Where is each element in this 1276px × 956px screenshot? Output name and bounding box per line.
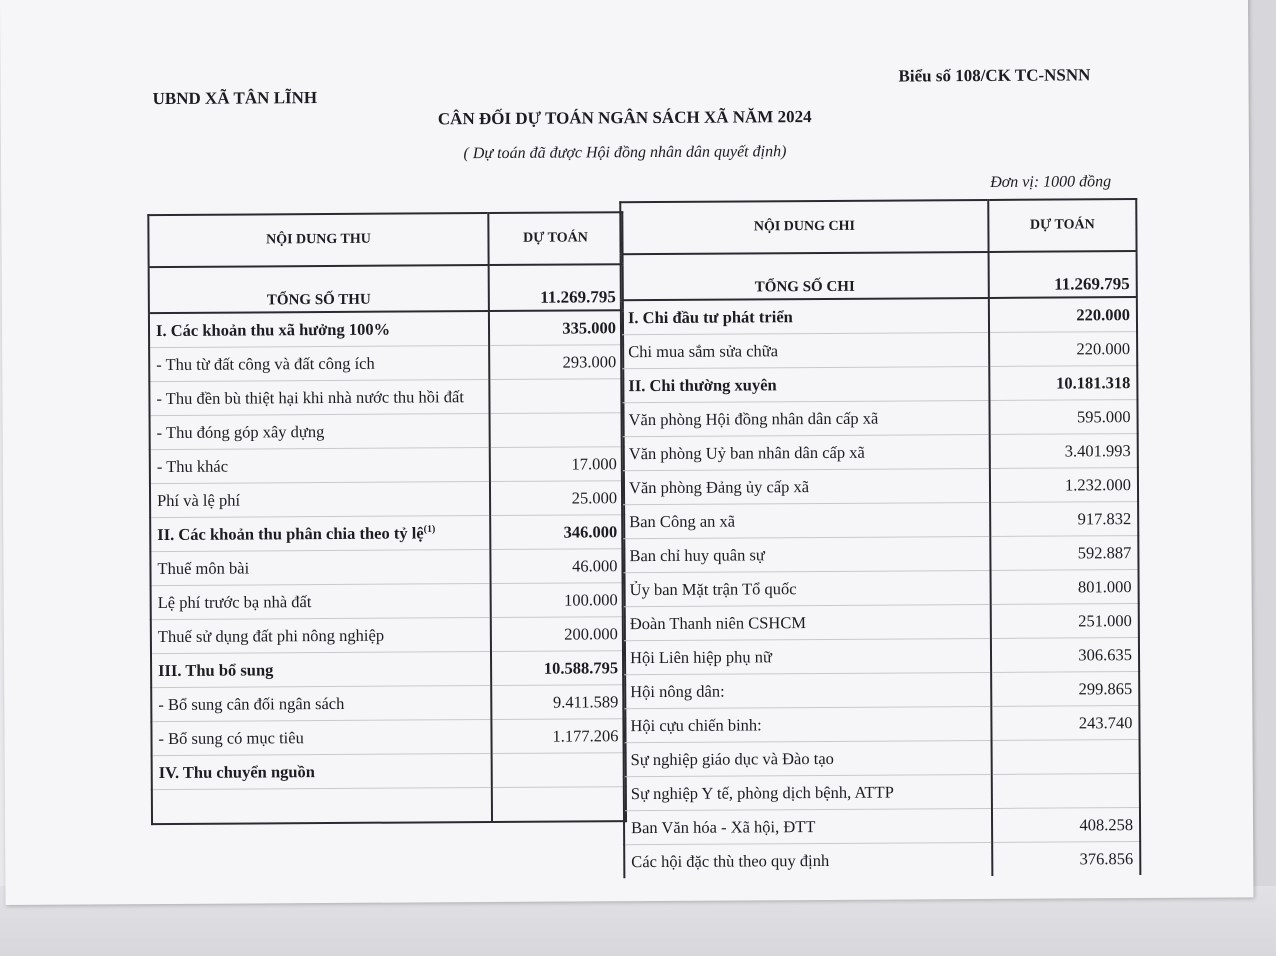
revenue-row-value: 46.000 xyxy=(490,549,624,584)
revenue-row-value: 293.000 xyxy=(489,345,623,380)
expenditure-row-label-text: II. Chi thường xuyên xyxy=(628,374,777,395)
expenditure-row-label xyxy=(621,400,989,436)
revenue-row-label-text: Phí và lệ phí xyxy=(156,490,241,510)
expenditure-row-value xyxy=(992,774,1140,809)
revenue-row-label xyxy=(152,788,492,825)
revenue-row xyxy=(150,481,624,518)
expenditure-row-label-text: Ban Công an xã xyxy=(629,511,736,531)
revenue-row-value: 17.000 xyxy=(490,447,624,482)
document-subtitle: ( Dự toán đã được Hội đồng nhân dân quyết định) xyxy=(463,143,787,163)
revenue-row-label xyxy=(152,754,492,790)
revenue-row xyxy=(150,447,624,484)
expenditure-row-label-text: Các hội đặc thù theo quy định xyxy=(631,850,830,871)
expenditure-row-value: 376.856 xyxy=(1079,848,1134,868)
expenditure-row-label xyxy=(621,298,989,335)
expenditure-row xyxy=(623,604,1139,641)
revenue-row-label-text: II. Các khoản thu phân chia theo tỷ lệ xyxy=(157,522,424,544)
revenue-row-value xyxy=(490,413,624,448)
revenue-row-value: 100.000 xyxy=(491,583,625,618)
expenditure-row xyxy=(622,502,1138,539)
expenditure-row-label-text: Hội Liên hiệp phụ nữ xyxy=(629,646,772,667)
expenditure-row-value: 306.635 xyxy=(991,638,1139,673)
revenue-row-label xyxy=(151,618,491,654)
expenditure-row-value: 595.000 xyxy=(989,400,1137,435)
expenditure-total-label: TỔNG SỐ CHI xyxy=(621,252,989,300)
revenue-row-label xyxy=(149,311,489,348)
revenue-row-label xyxy=(150,516,490,552)
revenue-row-label xyxy=(149,346,489,382)
revenue-row-label-text: - Bổ sung cân đối ngân sách xyxy=(158,693,345,714)
expenditure-row-value: 917.832 xyxy=(990,502,1138,537)
revenue-row-label-text: Thuế môn bài xyxy=(157,557,250,578)
revenue-row xyxy=(149,310,623,347)
revenue-row xyxy=(151,583,625,620)
expenditure-table xyxy=(619,198,1141,878)
expenditure-row xyxy=(621,332,1137,369)
revenue-table xyxy=(147,211,627,825)
revenue-total-row xyxy=(149,264,623,313)
revenue-row-value: 9.411.589 xyxy=(491,685,625,720)
revenue-row-label xyxy=(150,550,490,586)
revenue-row-label xyxy=(150,414,490,450)
expenditure-row xyxy=(621,297,1137,335)
revenue-row xyxy=(149,345,623,382)
revenue-row-value: 200.000 xyxy=(491,617,625,652)
expenditure-row-label-text: I. Chi đầu tư phát triển xyxy=(627,306,793,327)
revenue-row-label-text: - Bổ sung có mục tiêu xyxy=(158,727,304,748)
expenditure-row-value xyxy=(992,740,1140,775)
revenue-row xyxy=(152,787,626,824)
expenditure-row xyxy=(624,774,1140,811)
revenue-row-value xyxy=(492,787,626,822)
revenue-row-value xyxy=(492,753,626,788)
expenditure-row-label xyxy=(624,774,992,810)
expenditure-row xyxy=(623,672,1139,709)
expenditure-row xyxy=(624,842,1140,879)
expenditure-row-value: 220.000 xyxy=(989,332,1137,367)
revenue-header-row xyxy=(148,212,622,267)
revenue-row-label xyxy=(149,380,489,416)
revenue-row xyxy=(151,685,625,722)
expenditure-row-label xyxy=(623,672,991,708)
expenditure-row-label-text: Chi mua sắm sửa chữa xyxy=(628,340,779,361)
expenditure-row-label xyxy=(623,570,991,606)
revenue-row-value: 335.000 xyxy=(489,310,623,345)
expenditure-row-label-text: Ủy ban Mặt trận Tổ quốc xyxy=(629,578,797,599)
expenditure-row-value: 220.000 xyxy=(989,297,1137,332)
revenue-row xyxy=(151,719,625,756)
revenue-row-value: 1.177.206 xyxy=(491,719,625,754)
expenditure-total-value: 11.269.795 xyxy=(989,251,1137,298)
expenditure-row-value: 299.865 xyxy=(991,672,1139,707)
expenditure-row xyxy=(624,808,1140,845)
expenditure-row-label xyxy=(624,808,992,844)
expenditure-row xyxy=(622,434,1138,471)
expenditure-row-label xyxy=(623,604,991,640)
expenditure-row-value: 801.000 xyxy=(991,570,1139,605)
expenditure-row-label xyxy=(622,434,990,470)
revenue-row-label-text: Thuế sử dụng đất phi nông nghiệp xyxy=(157,625,385,646)
expenditure-row-label xyxy=(621,332,989,368)
expenditure-col-content: NỘI DUNG CHI xyxy=(620,200,988,254)
revenue-row-label xyxy=(151,686,491,722)
revenue-row-value xyxy=(489,379,623,414)
expenditure-row-value: 251.000 xyxy=(991,604,1139,639)
revenue-row-label xyxy=(150,448,490,484)
expenditure-row-value: 1.232.000 xyxy=(990,468,1138,503)
expenditure-row-label xyxy=(624,842,992,878)
revenue-row-value: 10.588.795 xyxy=(491,651,625,686)
expenditure-row-label-text: Đoàn Thanh niên CSHCM xyxy=(629,612,807,633)
revenue-row xyxy=(151,651,625,688)
revenue-row xyxy=(152,753,626,790)
revenue-row-label-text: - Thu đóng góp xây dựng xyxy=(156,421,325,442)
expenditure-row-label xyxy=(623,638,991,674)
expenditure-row xyxy=(622,468,1138,505)
expenditure-total-row xyxy=(621,251,1137,300)
expenditure-header-row xyxy=(620,199,1136,254)
revenue-row-value: 25.000 xyxy=(490,481,624,516)
expenditure-col-estimate: DỰ TOÁN xyxy=(988,199,1136,252)
expenditure-row-label-text: Ban chỉ huy quân sự xyxy=(629,544,765,565)
revenue-row-value: 346.000 xyxy=(490,515,624,550)
expenditure-row-label xyxy=(622,536,990,572)
unit-label: Đơn vị: 1000 đồng xyxy=(990,173,1112,191)
expenditure-row-value: 243.740 xyxy=(991,706,1139,741)
revenue-row-label xyxy=(150,482,490,518)
expenditure-row xyxy=(621,400,1137,437)
expenditure-row-label-text: Hội cựu chiến binh: xyxy=(630,714,762,735)
expenditure-row-label xyxy=(622,468,990,504)
expenditure-row xyxy=(624,740,1140,777)
expenditure-row xyxy=(621,366,1137,403)
revenue-row-label xyxy=(151,720,491,756)
expenditure-row-label xyxy=(622,502,990,538)
revenue-row xyxy=(151,617,625,654)
revenue-row xyxy=(150,515,624,552)
revenue-row-label-text: Lệ phí trước bạ nhà đất xyxy=(157,591,312,612)
revenue-row-label-text: - Thu đền bù thiệt hại khi nhà nước thu hồi đất xyxy=(156,386,464,408)
revenue-row-footnote-mark: (1) xyxy=(423,523,436,535)
revenue-row xyxy=(149,379,623,416)
expenditure-row-label-text: Văn phòng Đảng ủy cấp xã xyxy=(628,476,810,497)
revenue-row-label-text: III. Thu bổ sung xyxy=(158,659,274,680)
agency-name: UBND XÃ TÂN LĨNH xyxy=(152,88,318,109)
expenditure-row-label xyxy=(621,366,989,402)
revenue-row-label xyxy=(151,584,491,620)
expenditure-row-value: 3.401.993 xyxy=(990,434,1138,469)
expenditure-row-label-text: Văn phòng Uỷ ban nhân dân cấp xã xyxy=(628,442,865,463)
expenditure-row-value: 10.181.318 xyxy=(989,366,1137,401)
expenditure-row-label-text: Văn phòng Hội đồng nhân dân cấp xã xyxy=(628,408,879,429)
expenditure-row-label xyxy=(623,706,991,742)
expenditure-row-value: 408.258 xyxy=(992,808,1140,843)
revenue-row xyxy=(150,413,624,450)
revenue-total-label: TỔNG SỐ THU xyxy=(149,265,489,313)
expenditure-row xyxy=(623,638,1139,675)
revenue-col-estimate: DỰ TOÁN xyxy=(488,212,622,265)
revenue-row-label-text: IV. Thu chuyển nguồn xyxy=(158,761,316,782)
expenditure-row-label xyxy=(624,740,992,776)
expenditure-row xyxy=(623,570,1139,607)
expenditure-row-label-text: Sự nghiệp Y tế, phòng dịch bệnh, ATTP xyxy=(630,782,894,803)
expenditure-row xyxy=(623,706,1139,743)
expenditure-row-label-text: Ban Văn hóa - Xã hội, ĐTT xyxy=(631,816,816,837)
expenditure-row-value: 592.887 xyxy=(990,536,1138,571)
expenditure-row xyxy=(622,536,1138,573)
revenue-row-label-text: - Thu từ đất công và đất công ích xyxy=(156,353,375,374)
revenue-total-value: 11.269.795 xyxy=(489,264,623,311)
revenue-row-label-text: - Thu khác xyxy=(156,456,229,476)
revenue-row xyxy=(150,549,624,586)
document-title: CÂN ĐỐI DỰ TOÁN NGÂN SÁCH XÃ NĂM 2024 xyxy=(437,107,812,129)
form-number: Biểu số 108/CK TC-NSNN xyxy=(898,65,1091,86)
revenue-row-label-text: I. Các khoản thu xã hưởng 100% xyxy=(155,319,391,340)
revenue-row-label xyxy=(151,652,491,688)
expenditure-row-label-text: Sự nghiệp giáo dục và Đào tạo xyxy=(630,748,834,769)
expenditure-row-label-text: Hội nông dân: xyxy=(630,681,725,701)
revenue-col-content: NỘI DUNG THU xyxy=(148,213,488,267)
